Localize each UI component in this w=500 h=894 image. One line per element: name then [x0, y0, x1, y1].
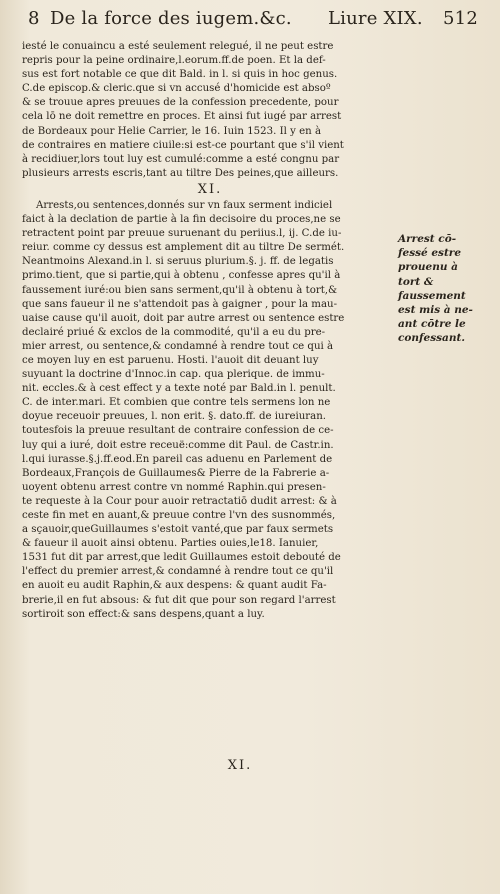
- text-line: que sans faueur il ne s'attendoit pas à gaigner , pour la mau-: [22, 298, 338, 310]
- page-number-left: 8: [28, 8, 40, 29]
- text-line: de contraires en matiere ciuile:si est-ce pourtant que s'il vient: [22, 139, 344, 151]
- text-line: primo.tient, que si partie,qui à obtenu , confesse apres qu'il à: [22, 270, 341, 282]
- margin-note-line: Arrest cō-: [398, 233, 457, 245]
- next-section-heading: XI.: [227, 758, 253, 773]
- text-line: cela lō ne doit remettre en proces. Et ainsi fut iugé par arrest: [22, 111, 342, 123]
- text-line: faussement iuré:ou bien sans serment,qu'il à obtenu à tort,&: [22, 284, 338, 296]
- text-line: l.qui iurasse.§.j.ff.eod.En pareil cas aduenu en Parlement de: [22, 453, 333, 465]
- text-line: C. de inter.mari. Et combien que contre tels sermens lon ne: [22, 397, 331, 409]
- margin-note-line: prouenu à: [398, 261, 458, 274]
- text-line: & faueur il auoit ainsi obtenu. Parties ouies,le18. Ianuier,: [22, 538, 319, 550]
- section-heading: XI.: [197, 182, 223, 197]
- text-line: doyue receuoir preuues, l. non erit. §. dato.ff. de iureiuran.: [22, 411, 327, 423]
- text-line: nit. eccles.& à cest effect y a texte noté par Bald.in l. penult.: [22, 383, 336, 395]
- text-line: a sçauoir,queGuillaumes s'estoit vanté,que par faux sermets: [22, 524, 334, 536]
- page-number-right: 512: [443, 8, 478, 29]
- text-line: faict à la declation de partie à la fin decisoire du proces,ne se: [22, 214, 341, 226]
- text-line: luy qui a iuré, doit estre receuë:comme dit Paul. de Castr.in.: [22, 439, 334, 451]
- text-line: reiur. comme cy dessus est amplement dit au tiltre De sermét.: [22, 242, 345, 254]
- text-line: uoyent obtenu arrest contre vn nommé Raphin.qui presen-: [22, 481, 326, 493]
- margin-note-line: confessant.: [398, 332, 465, 345]
- text-line: brerie,il en fut absous: & fut dit que pour son regard l'arrest: [22, 594, 336, 606]
- margin-note-line: ant cōtre le: [398, 318, 466, 331]
- text-line: Neantmoins Alexand.in l. si seruus plurium.§. j. ff. de legatis: [22, 256, 334, 268]
- margin-note-line: fessé estre: [398, 247, 462, 260]
- text-line: l'effect du premier arrest,& condamné à rendre tout ce qu'il: [22, 566, 334, 578]
- margin-note: [398, 232, 488, 346]
- margin-note-line: faussement: [398, 289, 466, 302]
- text-line: Arrests,ou sentences,donnés sur vn faux serment indiciel: [36, 199, 333, 211]
- text-line: iesté le conuaincu a esté seulement relegué, il ne peut estre: [22, 41, 334, 52]
- text-line: declairé priué & exclos de la commodité, qu'il a eu du pre-: [22, 326, 326, 338]
- text-line: 1531 fut dit par arrest,que ledit Guillaumes estoit debouté de: [22, 552, 341, 564]
- text-line: plusieurs arrests escris,tant au tiltre Des peines,que ailleurs.: [22, 167, 339, 179]
- text-line: de Bordeaux pour Helie Carrier, le 16. Iuin 1523. Il y en à: [22, 125, 322, 137]
- text-line: mier arrest, ou sentence,& condamné à rendre tout ce qui à: [22, 340, 334, 352]
- text-line: suyuant la doctrine d'Innoc.in cap. qua plerique. de immu-: [22, 369, 325, 381]
- text-line: toutesfois la preuue resultant de contraire confession de ce-: [22, 425, 334, 437]
- book-label: Liure XIX.: [328, 8, 423, 29]
- text-line: ceste fin met en auant,& preuue contre l'vn des susnommés,: [22, 510, 336, 521]
- text-line: uaise cause qu'il auoit, doit par autre arrest ou sentence estre: [22, 312, 345, 324]
- text-line: à recidiuer,lors tout luy est cumulé:comme a esté congnu par: [22, 153, 340, 165]
- running-header: [28, 6, 478, 36]
- text-line: te requeste à la Cour pour auoir retractatiō dudit arrest: & à: [22, 495, 337, 507]
- margin-note-line: tort &: [398, 275, 434, 288]
- text-line: C.de episcop.& cleric.que si vn accusé d'homicide est absoº: [22, 83, 331, 95]
- text-line: Bordeaux,François de Guillaumes& Pierre de la Fabrerie a-: [22, 467, 330, 479]
- text-line: ce moyen luy en est paruenu. Hosti. l'auoit dit deuant luy: [22, 354, 319, 366]
- text-line: repris pour la peine ordinaire,l.eorum.ff.de poen. Et la def-: [22, 55, 326, 67]
- text-line: sortiroit son effect:& sans despens,quant a luy.: [22, 608, 265, 620]
- text-line: en auoit eu audit Raphin,& aux despens: & quant audit Fa-: [22, 580, 327, 592]
- running-title: De la force des iugem.&c.: [50, 8, 292, 29]
- margin-note-line: est mis à ne-: [398, 304, 473, 317]
- text-line: retractent point par preuue suruenant du periius.l, ij. C.de iu-: [22, 228, 342, 240]
- text-line: sus est fort notable ce que dit Bald. in l. si quis in hoc genus.: [22, 69, 338, 81]
- text-line: & se trouue apres preuues de la confession precedente, pour: [22, 97, 339, 109]
- main-text: [22, 40, 398, 622]
